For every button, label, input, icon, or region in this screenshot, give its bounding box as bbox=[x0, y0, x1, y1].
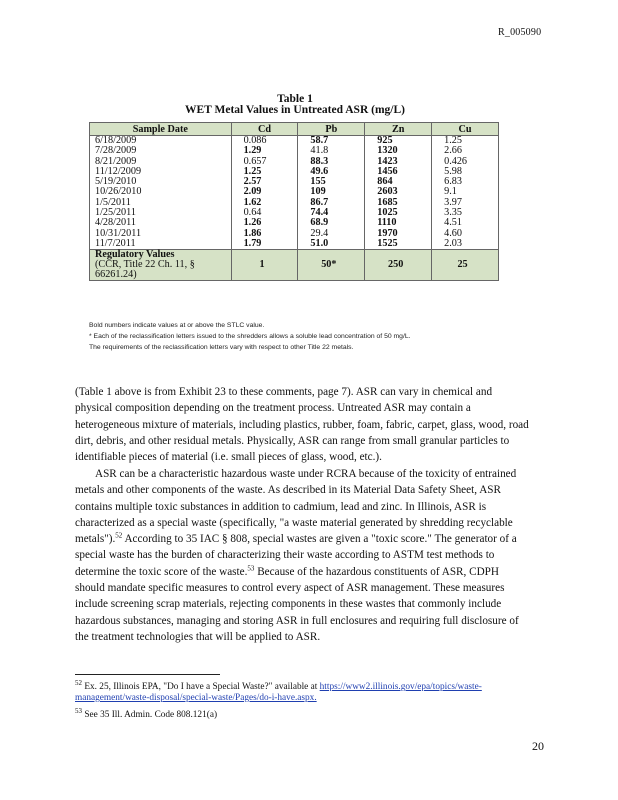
cell-pb: 74.4 bbox=[298, 208, 365, 218]
cell-cd: 1.86 bbox=[231, 229, 298, 239]
footnote-text: Ex. 25, Illinois EPA, "Do I have a Special Waste?" available at bbox=[82, 682, 320, 692]
header-cu: Cu bbox=[432, 123, 499, 136]
paragraph-2-text-b: According to 35 IAC § 808, special wastes are given a "toxic score." The generator of a special waste has the burden of characterizing their waste according to ASTM test methods to determine the toxic score of the waste. bbox=[75, 533, 517, 578]
regulatory-zn: 250 bbox=[365, 250, 432, 281]
table-row bbox=[90, 187, 499, 197]
cell-pb: 51.0 bbox=[298, 239, 365, 250]
regulatory-cd: 1 bbox=[231, 250, 298, 281]
header-pb: Pb bbox=[298, 123, 365, 136]
cell-cd: 1.79 bbox=[231, 239, 298, 250]
cell-zn: 1320 bbox=[365, 146, 432, 156]
regulatory-cu: 25 bbox=[432, 250, 499, 281]
table-row bbox=[90, 198, 499, 208]
cell-cd: 0.64 bbox=[231, 208, 298, 218]
cell-date: 5/19/2010 bbox=[90, 177, 232, 187]
cell-zn: 1970 bbox=[365, 229, 432, 239]
table-row bbox=[90, 208, 499, 218]
cell-cu: 0.426 bbox=[432, 157, 499, 167]
table-row bbox=[90, 167, 499, 177]
cell-pb: 29.4 bbox=[298, 229, 365, 239]
table-notes bbox=[89, 320, 549, 354]
footnote-52 bbox=[75, 678, 530, 704]
cell-cu: 2.66 bbox=[432, 146, 499, 156]
cell-zn: 2603 bbox=[365, 187, 432, 197]
cell-date: 8/21/2009 bbox=[90, 157, 232, 167]
cell-cd: 2.09 bbox=[231, 187, 298, 197]
table-note: Bold numbers indicate values at or above the STLC value. bbox=[89, 322, 265, 329]
cell-zn: 1025 bbox=[365, 208, 432, 218]
footnote-ref-52[interactable]: 52 bbox=[115, 531, 123, 540]
footnote-text: See 35 Ill. Admin. Code 808.121(a) bbox=[82, 710, 218, 720]
cell-date: 11/7/2011 bbox=[90, 239, 232, 250]
cell-cu: 5.98 bbox=[432, 167, 499, 177]
table-note: The requirements of the reclassification letters vary with respect to other Title 22 metals. bbox=[89, 344, 354, 351]
cell-date: 10/31/2011 bbox=[90, 229, 232, 239]
cell-pb: 155 bbox=[298, 177, 365, 187]
cell-date: 7/28/2009 bbox=[90, 146, 232, 156]
cell-cu: 4.51 bbox=[432, 218, 499, 228]
table-row bbox=[90, 177, 499, 187]
paragraph-2-text-c: Because of the hazardous constituents of ASR, CDPH should mandate specific measures to control every aspect of ASR management. These measures include screening scrap materials, rejecting components in these wastes that commonly include hazardous substances, managing and storing ASR in full enclosures and requiring full disclosure of the treatment technologies that will be applied to ASR. bbox=[75, 565, 519, 643]
cell-cd: 1.26 bbox=[231, 218, 298, 228]
table-note: * Each of the reclassification letters issued to the shredders allows a soluble lead concentration of 50 mg/L. bbox=[89, 333, 411, 340]
cell-pb: 88.3 bbox=[298, 157, 365, 167]
cell-cd: 0.657 bbox=[231, 157, 298, 167]
regulatory-pb: 50* bbox=[298, 250, 365, 281]
cell-cu: 6.83 bbox=[432, 177, 499, 187]
cell-pb: 49.6 bbox=[298, 167, 365, 177]
page-number: 20 bbox=[532, 739, 544, 753]
footnote-divider bbox=[75, 674, 220, 675]
wet-metal-table bbox=[89, 122, 499, 281]
bates-number: R_005090 bbox=[498, 27, 542, 38]
cell-pb: 58.7 bbox=[298, 136, 365, 147]
cell-pb: 41.8 bbox=[298, 146, 365, 156]
cell-zn: 925 bbox=[365, 136, 432, 147]
paragraph-1: (Table 1 above is from Exhibit 23 to these comments, page 7). ASR can vary in chemical and physical composition depending on the treatment process. Untreated ASR may contain a heterogeneous mixture of materials, including plastics, rubber, foam, fabric, carpet, glass, wood, road dirt, debris, and other residual metals. Physically, ASR can range from small granular particles to identifiable pieces of material (i.e. small pieces of glass, wood, etc.). bbox=[75, 386, 529, 464]
cell-cu: 4.60 bbox=[432, 229, 499, 239]
cell-cu: 3.97 bbox=[432, 198, 499, 208]
regulatory-label-cell bbox=[90, 250, 232, 281]
cell-cu: 3.35 bbox=[432, 208, 499, 218]
cell-date: 10/26/2010 bbox=[90, 187, 232, 197]
header-zn: Zn bbox=[365, 123, 432, 136]
cell-zn: 1423 bbox=[365, 157, 432, 167]
table-row bbox=[90, 136, 499, 147]
regulatory-label: Regulatory Values bbox=[95, 249, 175, 261]
cell-zn: 1110 bbox=[365, 218, 432, 228]
cell-cd: 1.62 bbox=[231, 198, 298, 208]
regulatory-citation: (CCR, Title 22 Ch. 11, § 66261.24) bbox=[95, 259, 195, 281]
cell-zn: 1525 bbox=[365, 239, 432, 250]
cell-date: 1/25/2011 bbox=[90, 208, 232, 218]
cell-date: 11/12/2009 bbox=[90, 167, 232, 177]
footnote-number: 53 bbox=[75, 706, 82, 715]
cell-date: 1/5/2011 bbox=[90, 198, 232, 208]
cell-zn: 1456 bbox=[365, 167, 432, 177]
cell-cu: 1.25 bbox=[432, 136, 499, 147]
table-title: Table 1 bbox=[277, 93, 313, 105]
footnote-ref-53[interactable]: 53 bbox=[247, 564, 255, 573]
cell-pb: 86.7 bbox=[298, 198, 365, 208]
footnote-53 bbox=[75, 706, 530, 721]
cell-date: 4/28/2011 bbox=[90, 218, 232, 228]
table-row bbox=[90, 157, 499, 167]
table-caption: WET Metal Values in Untreated ASR (mg/L) bbox=[184, 104, 405, 116]
header-sample-date: Sample Date bbox=[90, 123, 232, 136]
table-row bbox=[90, 218, 499, 228]
regulatory-values-row bbox=[90, 250, 499, 281]
cell-cu: 9.1 bbox=[432, 187, 499, 197]
cell-cd: 1.25 bbox=[231, 167, 298, 177]
table-row bbox=[90, 146, 499, 156]
footnote-number: 52 bbox=[75, 678, 82, 687]
cell-cd: 2.57 bbox=[231, 177, 298, 187]
paragraph-2 bbox=[75, 466, 530, 645]
table-header-row bbox=[90, 123, 499, 136]
cell-zn: 864 bbox=[365, 177, 432, 187]
table-row bbox=[90, 229, 499, 239]
cell-cu: 2.03 bbox=[432, 239, 499, 250]
cell-zn: 1685 bbox=[365, 198, 432, 208]
header-cd: Cd bbox=[231, 123, 298, 136]
cell-pb: 109 bbox=[298, 187, 365, 197]
footnote-link[interactable]: https://www2.illinois.gov/epa/topics/waste-management/waste-disposal/special-waste/Pages/do-i-have.aspx. bbox=[75, 682, 482, 703]
cell-pb: 68.9 bbox=[298, 218, 365, 228]
cell-cd: 1.29 bbox=[231, 146, 298, 156]
cell-cd: 0.086 bbox=[231, 136, 298, 147]
table-row bbox=[90, 239, 499, 250]
cell-date: 6/18/2009 bbox=[90, 136, 232, 147]
paragraph-2-text-a: ASR can be a characteristic hazardous waste under RCRA because of the toxicity of entrained metals and other components of the waste. As described in its Material Data Safety Sheet, ASR contains multiple toxic substances in addition to cadmium, lead and zinc. In Illinois, ASR is characterized as a special waste (specifically, "a waste material generated by shredding recyclable metals"). bbox=[75, 468, 517, 546]
